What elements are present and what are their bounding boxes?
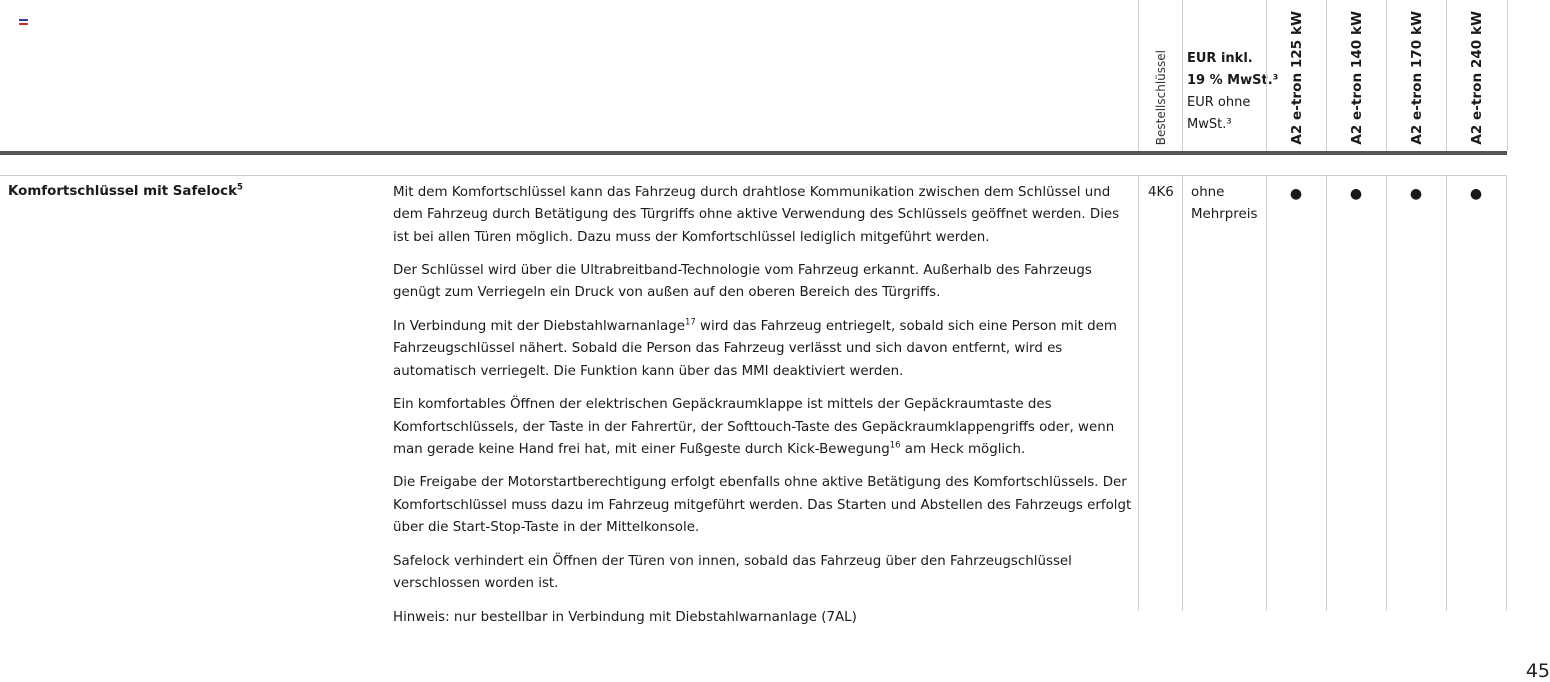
column-divider bbox=[1386, 175, 1387, 611]
description-paragraph: Mit dem Komfortschlüssel kann das Fahrzeug durch drahtlose Kommunikation zwischen dem Schlüssel und dem Fahrzeug durch Betätigung des Türgriffs ohne aktive Verwendung des Schlüssels geöffnet werden. Dies ist bei allen Türen möglich. Dazu muss der Komfortschlüssel lediglich mitgeführt werden. bbox=[393, 185, 1120, 245]
header-model-cell bbox=[1326, 0, 1387, 151]
column-divider bbox=[1138, 175, 1139, 611]
description-paragraph: Ein komfortables Öffnen der elektrischen Gepäckraumklappe ist mittels der Gepäckraumtaste des Komfortschlüssels, der Taste in der Fahrertür, der Softtouch-Taste des Gepäckraumklappengriffs oder, wenn man gerade keine Hand frei hat, mit einer Fußgeste durch Kick-Bewegung$^{16}$ am Heck möglich. bbox=[393, 397, 1115, 457]
header-price bbox=[1187, 48, 1278, 136]
availability-dot-240: ● bbox=[1469, 186, 1483, 202]
header-model-170: A2 e-tron 170 kW bbox=[1409, 11, 1425, 145]
column-divider bbox=[1506, 175, 1507, 611]
footnote-ref: 17 bbox=[684, 317, 696, 328]
header-model-cell bbox=[1446, 0, 1508, 151]
column-divider bbox=[1446, 175, 1447, 611]
order-code: 4K6 bbox=[1148, 185, 1174, 200]
description-paragraph: In Verbindung mit der Diebstahlwarnanlage$^{17}$ wird das Fahrzeug entriegelt, sobald sich eine Person mit dem Fahrzeugschlüssel nähert. Sobald die Person das Fahrzeug verlässt und sich davon entfernt, wird es automatisch verriegelt. Die Funktion kann über das MMI deaktiviert werden. bbox=[393, 317, 1117, 379]
page-number: 45 bbox=[1525, 660, 1550, 682]
header-divider bbox=[0, 151, 1507, 155]
header-order-key: Bestellschlüssel bbox=[1154, 49, 1168, 145]
header-price-incl-vat: 19 % MwSt.³ bbox=[1187, 73, 1279, 88]
footnote-ref: 5 bbox=[237, 182, 243, 193]
header-price-excl-vat: MwSt.³ bbox=[1187, 117, 1232, 132]
header-model-cell bbox=[1386, 0, 1447, 151]
header-model-140: A2 e-tron 140 kW bbox=[1349, 11, 1365, 145]
header-order-key-cell bbox=[1138, 0, 1183, 151]
description-paragraph: Safelock verhindert ein Öffnen der Türen von innen, sobald das Fahrzeug über den Fahrzeugschlüssel verschlossen worden ist. bbox=[393, 553, 1072, 591]
description-paragraph: Die Freigabe der Motorstartberechtigung erfolgt ebenfalls ohne aktive Betätigung des Komfortschlüssels. Der Komfortschlüssel muss dazu im Fahrzeug mitgeführt werden. Das Starten und Abstellen des Fahrzeugs erfolgt über die Start-Stop-Taste in der Mittelkonsole. bbox=[393, 475, 1132, 536]
description-paragraph: Hinweis: nur bestellbar in Verbindung mit Diebstahlwarnanlage (7AL) bbox=[393, 609, 857, 625]
flag-icon bbox=[19, 19, 28, 25]
feature-description bbox=[393, 182, 1133, 640]
header-model-240: A2 e-tron 240 kW bbox=[1469, 11, 1485, 145]
availability-dot-170: ● bbox=[1409, 186, 1423, 202]
availability-dot-125: ● bbox=[1289, 186, 1303, 202]
column-divider bbox=[1182, 175, 1183, 611]
header-price-excl: EUR ohne bbox=[1187, 95, 1251, 110]
description-paragraph: Der Schlüssel wird über die Ultrabreitband-Technologie vom Fahrzeug erkannt. Außerhalb des Fahrzeugs genügt zum Verriegeln ein Druck von außen auf den oberen Bereich des Türgriffs. bbox=[393, 263, 1092, 301]
column-divider bbox=[1266, 175, 1267, 611]
feature-title: Komfortschlüssel mit Safelock$^5$ bbox=[8, 182, 243, 199]
column-divider bbox=[1326, 175, 1327, 611]
price-value: ohne Mehrpreis bbox=[1191, 185, 1258, 223]
header-price-incl: EUR inkl. bbox=[1187, 51, 1253, 66]
footnote-ref: 16 bbox=[889, 440, 901, 451]
header-model-125: A2 e-tron 125 kW bbox=[1289, 11, 1305, 145]
availability-dot-140: ● bbox=[1349, 186, 1363, 202]
header-model-cell bbox=[1266, 0, 1327, 151]
row-top-rule bbox=[0, 175, 1507, 176]
